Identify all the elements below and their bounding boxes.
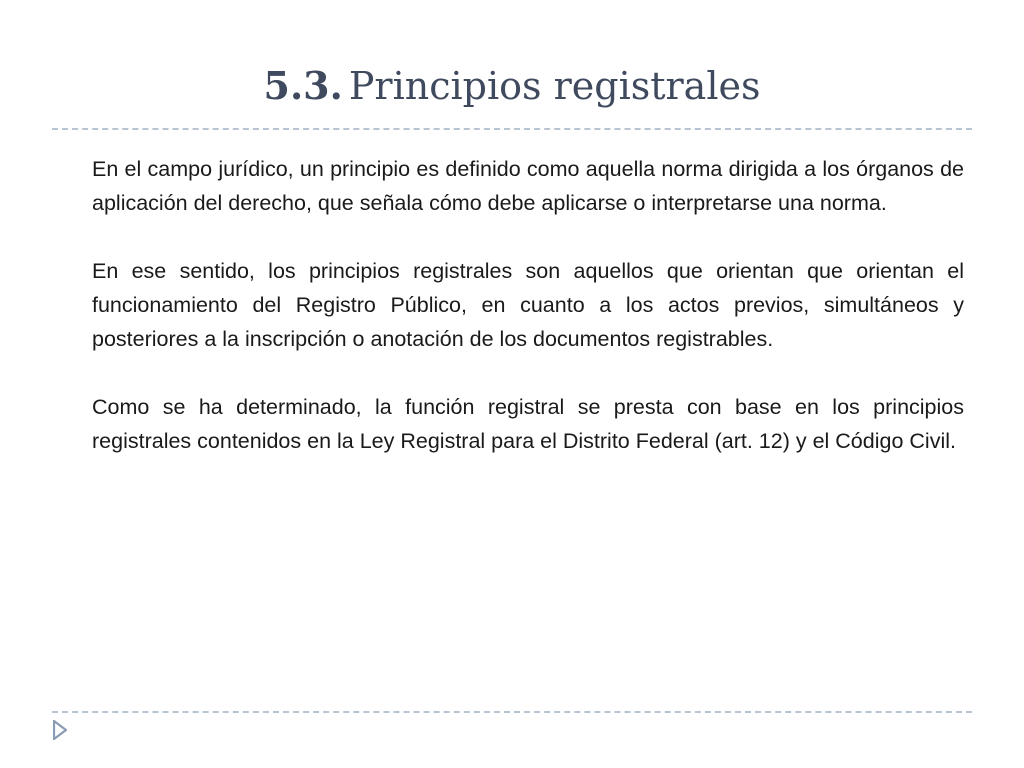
paragraph-1: En el campo jurídico, un principio es definido como aquella norma dirigida a los órganos de aplicación del derecho, que señala cómo debe aplicarse o interpretarse una norma. xyxy=(92,157,964,215)
title-text: Principios registrales xyxy=(348,64,761,108)
play-triangle-icon[interactable] xyxy=(53,720,67,740)
bottom-divider xyxy=(52,711,972,713)
slide-body xyxy=(92,152,964,492)
title-number: 5.3. xyxy=(263,63,343,108)
slide-title xyxy=(0,60,1024,112)
paragraph-2: En ese sentido, los principios registrales son aquellos que orientan que orientan el funcionamiento del Registro Público, en cuanto a los actos previos, simultáneos y posteriores a la inscripción o anotación de los documentos registrables. xyxy=(92,259,964,351)
paragraph-3: Como se ha determinado, la función registral se presta con base en los principios registrales contenidos en la Ley Registral para el Distrito Federal (art. 12) y el Código Civil. xyxy=(92,395,964,453)
top-divider xyxy=(52,128,972,130)
